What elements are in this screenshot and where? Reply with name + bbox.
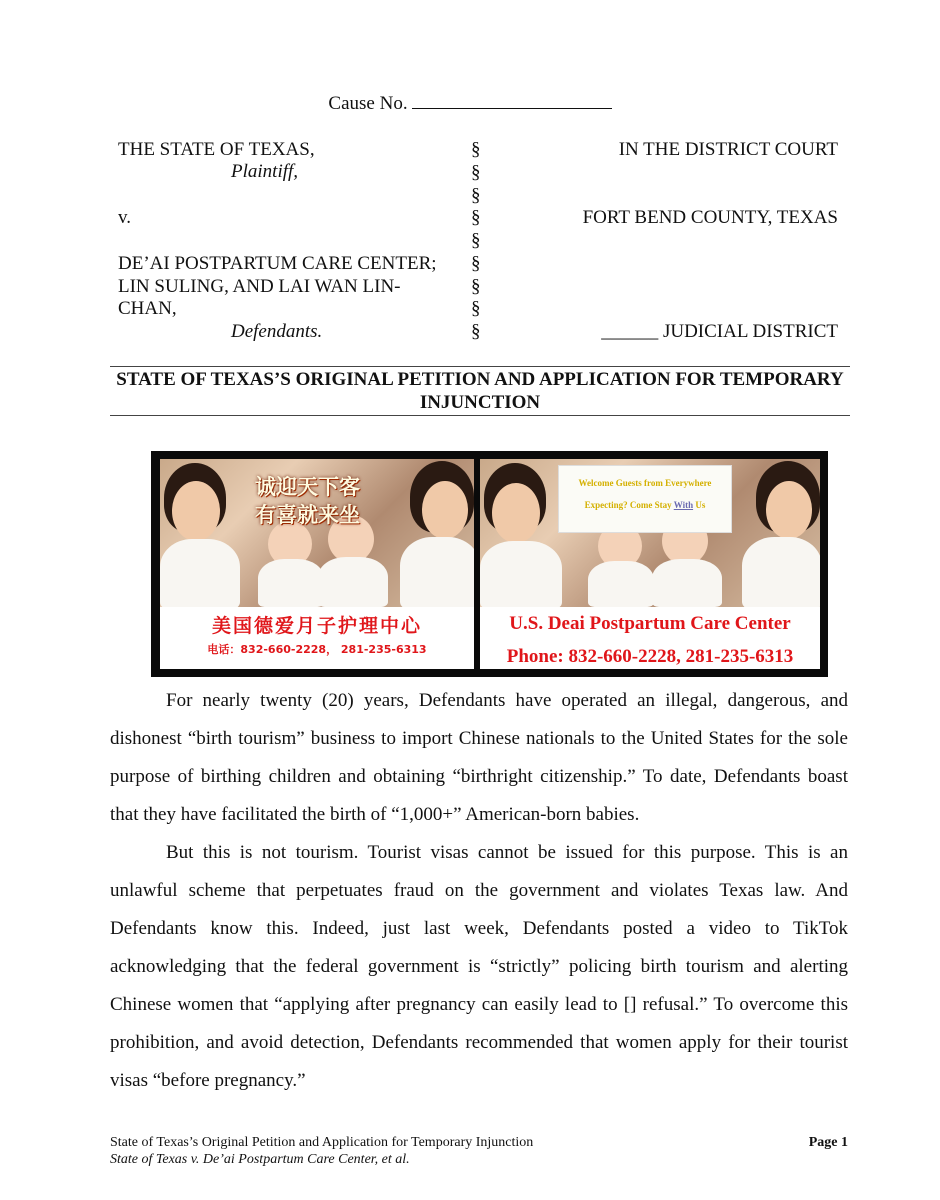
welcome-sign-line-2	[559, 500, 731, 510]
cause-label: Cause No.	[328, 93, 408, 114]
section-symbol: §	[471, 298, 481, 319]
defendant-line-1: DE’AI POSTPARTUM CARE CENTER;	[118, 253, 437, 274]
title-rule-bottom	[110, 415, 850, 416]
plaintiff-name: THE STATE OF TEXAS,	[118, 139, 315, 160]
chinese-slogan	[255, 473, 360, 529]
welcome-sign-text: Us	[693, 500, 706, 510]
english-phone: Phone: 832-660-2228, 281-235-6313	[506, 646, 794, 667]
section-symbol: §	[471, 162, 481, 183]
body-paragraph-1: For nearly twenty (20) years, Defendants have operated an illegal, dangerous, and dishonest “birth tourism” business to import Chinese nationals to the United States for the sole purpose of birthing children and obtaining “birthright citizenship.” To date, Defendants boast that they have facilitated the birth of “1,000+” American-born babies.	[110, 690, 848, 825]
plaintiff-role: Plaintiff,	[231, 161, 299, 182]
section-symbol: §	[471, 253, 481, 274]
section-symbol: §	[471, 230, 481, 251]
document-title	[110, 368, 850, 414]
mothers-babies-photo	[160, 459, 474, 607]
welcome-sign-line-1: Welcome Guests from Everywhere	[578, 478, 712, 488]
page-number: Page 1	[808, 1135, 848, 1150]
page-footer	[110, 1134, 848, 1168]
title-line-1: STATE OF TEXAS’S ORIGINAL PETITION AND APPLICATION FOR TEMPORARY	[116, 369, 844, 390]
banner-panel-english	[480, 459, 820, 669]
body-paragraph-2: But this is not tourism. Tourist visas cannot be issued for this purpose. This is an unlawful scheme that perpetuates fraud on the government and violates Texas law. And Defendants know this. Indeed, just last week, Defendants posted a video to TikTok acknowledging that the federal government is “strictly” policing birth tourism and alerting Chinese women that “applying after pregnancy can easily lead to [] refusal.” To overcome this prohibition, and avoid detection, Defendants recommended that women apply for their tourist visas “before pregnancy.”	[110, 842, 848, 1091]
title-rule-top	[110, 366, 850, 367]
county-name: FORT BEND COUNTY, TEXAS	[582, 207, 838, 228]
welcome-sign	[558, 465, 732, 533]
english-business-name: U.S. Deai Postpartum Care Center	[509, 613, 791, 634]
judicial-district: ______ JUDICIAL DISTRICT	[601, 321, 838, 342]
chinese-business-name: 美国德爱月子护理中心	[211, 615, 422, 637]
mothers-babies-photo	[480, 459, 820, 607]
chinese-slogan-line-1: 诚迎天下客	[255, 475, 360, 499]
defendant-role: Defendants.	[231, 321, 323, 342]
cause-blank	[412, 92, 612, 109]
defendant-line-2: LIN SULING, AND LAI WAN LIN-	[118, 276, 401, 297]
section-symbol: §	[471, 139, 481, 160]
cause-number	[0, 92, 940, 115]
welcome-sign-text: Expecting? Come Stay	[584, 500, 674, 510]
section-symbol: §	[471, 321, 481, 342]
advertisement-banner	[151, 451, 828, 677]
versus: v.	[118, 207, 132, 228]
welcome-sign-underlined-word: With	[673, 500, 694, 510]
banner-panel-chinese	[160, 459, 474, 669]
section-symbol: §	[471, 207, 481, 228]
defendant-line-3: CHAN,	[118, 298, 177, 319]
section-symbol: §	[471, 276, 481, 297]
chinese-slogan-line-2: 有喜就来坐	[255, 503, 360, 527]
court-name: IN THE DISTRICT COURT	[618, 139, 838, 160]
section-symbol: §	[471, 185, 481, 206]
chinese-phone: 电话：832-660-2228， 281-235-6313	[207, 643, 427, 656]
footer-document-title: State of Texas’s Original Petition and Application for Temporary Injunction	[110, 1135, 534, 1150]
title-line-2: INJUNCTION	[419, 392, 541, 413]
footer-case-style: State of Texas v. De’ai Postpartum Care Center, et al.	[110, 1152, 410, 1167]
